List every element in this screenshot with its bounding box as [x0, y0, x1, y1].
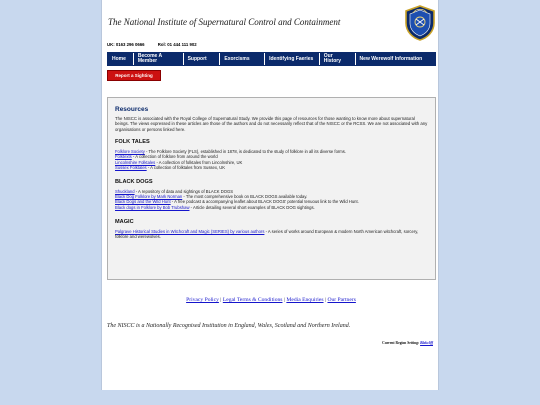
footer-links: [102, 297, 440, 303]
resource-link[interactable]: Black Dogs and the Wild Hunt: [115, 199, 171, 205]
resource-link[interactable]: Lincolnshire Folktales: [115, 159, 156, 165]
our-partners-link[interactable]: Our Partners: [327, 297, 356, 303]
resource-description: - A series of works around European & modern North American witchcraft, sorcery, folklore and werewolves.: [115, 228, 419, 240]
header: [106, 5, 436, 41]
nav-new-werewolf-information[interactable]: New Werewolf Information: [359, 55, 423, 62]
resource-link[interactable]: Sussex Folktales: [115, 164, 147, 170]
nav-our-history[interactable]: Our History: [320, 53, 356, 65]
resource-description: - A collection of folklore from around the world: [131, 154, 218, 160]
resource-description: - A collection of folktales from Sussex, UK: [146, 164, 226, 170]
nav-home[interactable]: Home: [108, 53, 134, 65]
nav-become-member[interactable]: Become A Member: [134, 53, 184, 65]
privacy-policy-link[interactable]: Privacy Policy: [186, 297, 219, 303]
footer-separator: |: [282, 297, 287, 303]
nav-exorcisms[interactable]: Exorcisms: [220, 53, 265, 65]
list-item: [115, 229, 428, 239]
shield-crest-icon: [404, 5, 436, 41]
resources-title: Resources: [115, 106, 149, 113]
roi-phone: Rol: 01 444 111 902: [157, 42, 197, 47]
resource-link[interactable]: Black dogs in Folklore by Bob Trubshaw: [115, 204, 190, 210]
section-heading-black-dogs: BLACK DOGS: [115, 179, 153, 186]
report-sighting-button[interactable]: Report a Sighting: [107, 70, 161, 81]
uk-phone: UK: 0163 296 0666: [107, 42, 145, 47]
footer-tagline: The NISCC is a Nationally Recognised Institution in England, Wales, Scotland and Northern Ireland.: [107, 323, 351, 329]
resource-link[interactable]: Black Dog Folklore by Mark Norman: [115, 194, 183, 200]
resource-description: - A free podcast & accompanying leaflet about BLACK DOGS' potential tenuous link to the Wild Hunt.: [170, 199, 359, 205]
legal-terms-link[interactable]: Legal Terms & Conditions: [222, 297, 283, 303]
resource-description: - Article detailing several short examples of BLACK DOG sightings.: [189, 204, 315, 210]
resource-link[interactable]: Folklore Society: [115, 149, 145, 155]
contact-numbers: [107, 42, 209, 47]
region-value-link[interactable]: Blakcliff: [420, 341, 433, 345]
footer-separator: |: [323, 297, 328, 303]
region-label: Current Region Setting:: [382, 341, 421, 345]
footer-separator: |: [218, 297, 223, 303]
resource-link[interactable]: Folktexts: [115, 154, 132, 160]
section-heading-folk-tales: FOLK TALES: [115, 139, 150, 146]
resources-intro: The NISCC is associated with the Royal College of Supernatural Study. We provide this page of resources for those wanting to know more about supernatural beings. The views expressed in these articles are those of the authors and do not necessarily reflect that of the NISCC or the RCSS. We are not associated with any organisations or persons linked here.: [115, 116, 428, 132]
nav-identifying-faeries[interactable]: Identifying Faeries: [265, 53, 320, 65]
region-setting: [382, 341, 433, 345]
nav-support[interactable]: Support: [184, 53, 221, 65]
resource-description: - A collection of folktales from Lincolnshire, UK: [155, 159, 243, 165]
resource-link[interactable]: Palgrave Historical Studies in Witchcraft and Magic (SERIES) by various authors: [115, 228, 265, 234]
media-enquiries-link[interactable]: Media Enquiries: [286, 297, 324, 303]
resource-description: - The most comprehensive book on BLACK DOGS available today.: [182, 194, 308, 200]
resource-description: - The Folklore Society (FLS), established in 1878, is dedicated to the study of folklore in all its diverse forms.: [144, 149, 347, 155]
section-heading-magic: MAGIC: [115, 218, 134, 225]
resource-link[interactable]: Shuckland: [115, 189, 135, 195]
resources-panel: [107, 97, 436, 280]
page-container: [101, 0, 439, 390]
main-nav: [107, 52, 436, 66]
site-title: The National Institute of Supernatural Control and Containment: [108, 17, 341, 27]
resource-description: - A repository of data and sightings of BLACK DOGS: [134, 189, 234, 195]
